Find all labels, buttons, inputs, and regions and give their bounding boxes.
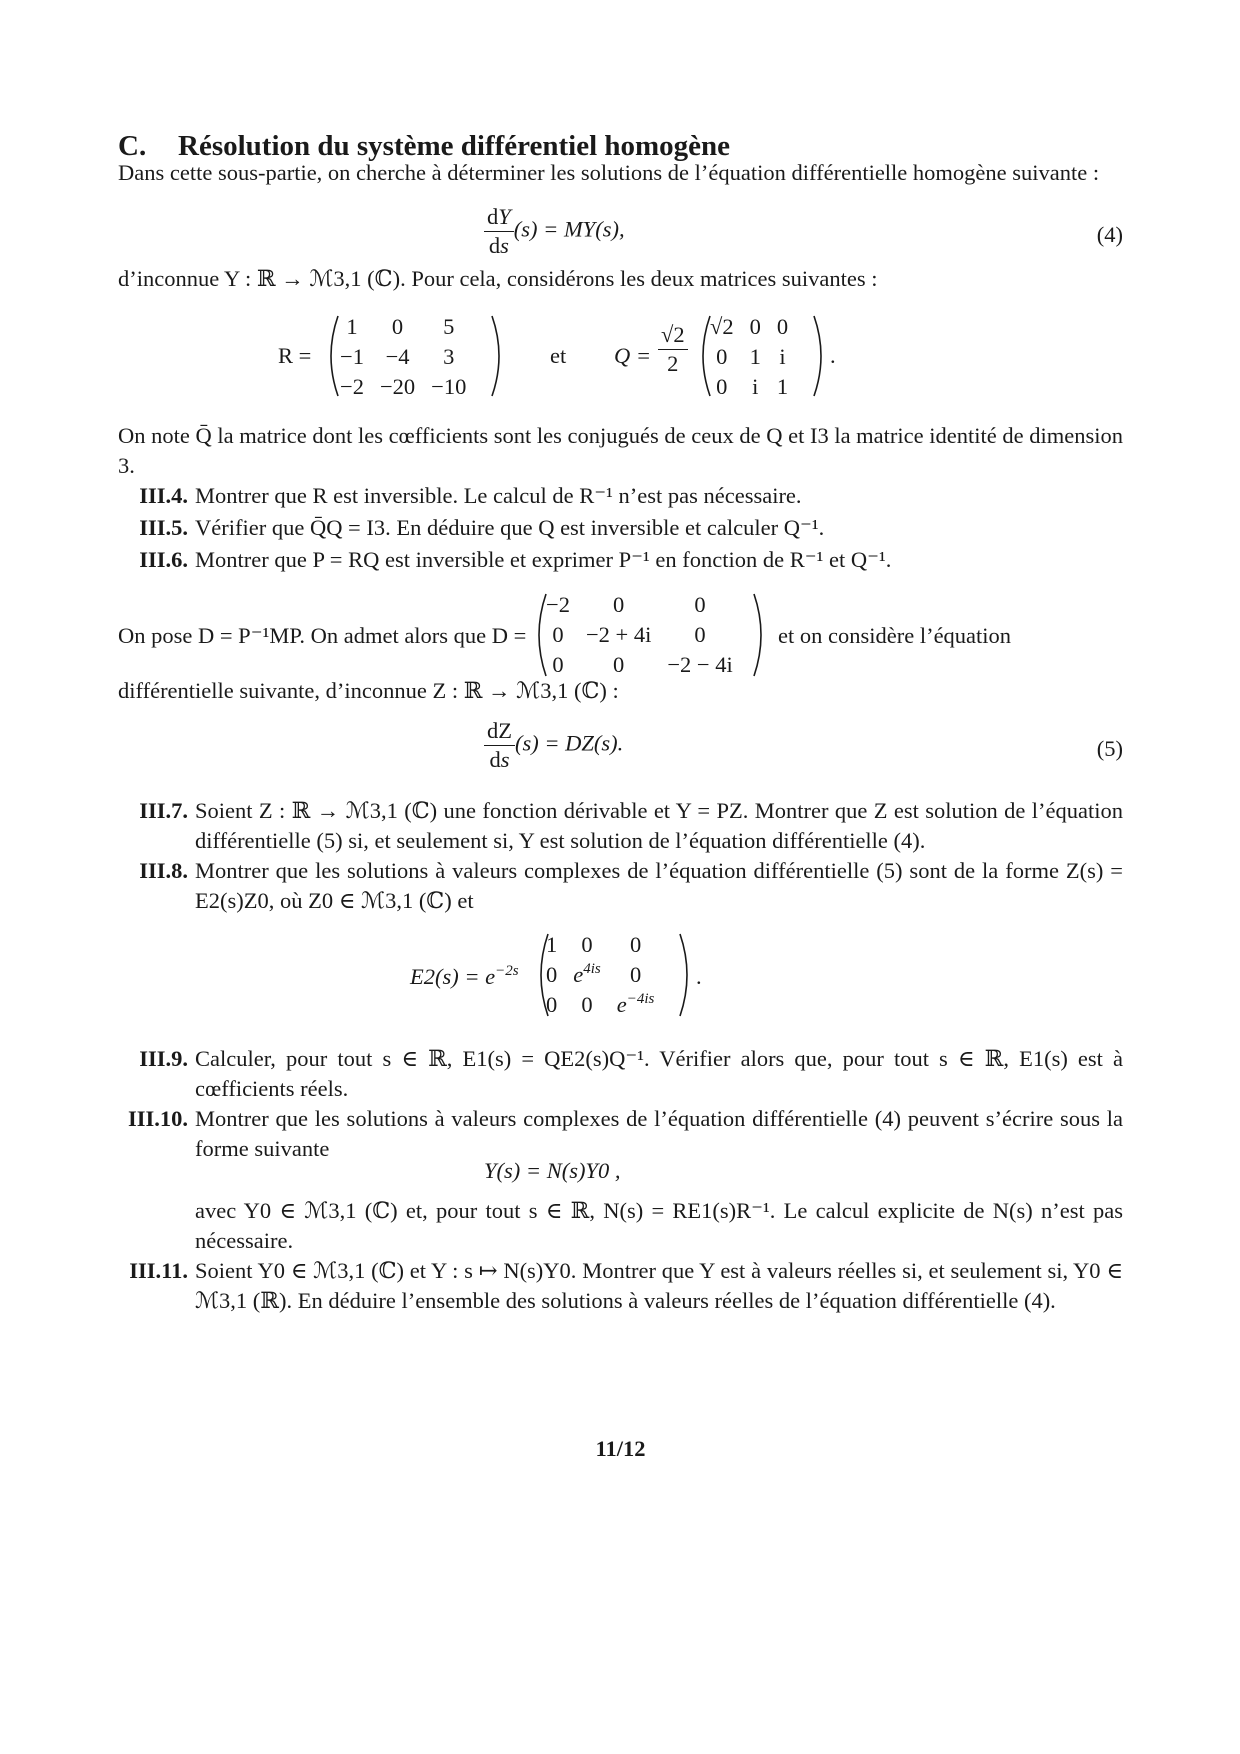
matrix-D-cell: 0 [694,592,706,617]
pose-D-before: On pose D = P⁻¹MP. On admet alors que D = [118,623,527,648]
matrix-R-row [332,342,474,372]
matrix-R-cell: −10 [431,374,467,399]
matrix-R-name: R = [278,343,312,368]
equation-5 [118,718,1123,788]
intro-paragraph: Dans cette sous-partie, on cherche à déterminer les solutions de l’équation différentielle homogène suivante : [118,160,1100,185]
question-text: Montrer que les solutions à valeurs complexes de l’équation différentielle (4) peuvent s’écrire sous la forme suivante [195,1106,1123,1161]
question-label: III.10. [127,1106,188,1131]
matrix-E2-cell: 0 [629,962,642,987]
right-paren-E2 [676,932,696,1018]
matrix-R-cell: 3 [443,344,455,369]
matrix-D-cell: 0 [613,592,625,617]
E2-lhs-text: E2(s) = e [410,964,496,989]
matrix-Q-cell: 1 [776,374,789,399]
matrix-Q-row [702,372,796,402]
matrix-E2-cell: $e^{4is}$ [573,961,601,987]
question-text: Vérifier que Q̄Q = I3. En déduire que Q est inversible et calculer Q⁻¹. [195,515,825,540]
matrix-D-cell: −2 [546,592,570,617]
derivative-fraction: $\frac{dY}{ds}$ [484,204,514,259]
matrix-D-cell: 0 [613,652,625,677]
eq5-denominator: s [500,747,510,772]
matrix-E2-cell: 0 [581,932,593,957]
E2-trailing: . [696,964,702,989]
matrix-E2-cell: $e^{-4is}$ [616,991,655,1017]
section-title: Résolution du système différentiel homogène [178,130,731,162]
question-text: Montrer que R est inversible. Le calcul de R⁻¹ n’est pas nécessaire. [195,483,802,508]
note-Q-paragraph: On note Q̄ la matrice dont les cœfficients sont les conjugués de ceux de Q et I3 la matrice identité de dimension 3. [118,423,1123,478]
matrix-E2-row [538,960,662,990]
matrix-E2-row [538,930,662,960]
matrix-D-cell: 0 [694,622,706,647]
matrix-Q-cell: i [752,374,759,399]
Q-factor-den: 2 [667,351,679,376]
matrix-Q-cell: 0 [716,374,728,399]
matrix-Q-cell: i [779,344,786,369]
matrix-R-cell: −20 [379,374,416,399]
question-label: III.9. [139,1046,188,1071]
E2-exponent: −2s [495,963,519,979]
question-text: Montrer que les solutions à valeurs complexes de l’équation différentielle (5) sont de la forme Z(s) = E2(s)Z0, où Z0 ∈ ℳ3,1 (ℂ) et [195,858,1123,913]
matrix-R-cell: 0 [391,314,404,339]
question-label: III.8. [139,858,188,883]
right-paren-Q [810,314,830,398]
matrix-E2-cell: 1 [546,932,558,957]
matrix-D-cell: −2 + 4i [585,622,652,647]
page [118,0,1123,1754]
pose-D-after: et on considère l’équation [778,623,1012,648]
matrix-Q-row [702,342,796,372]
q11-text: Soient Y0 ∈ ℳ3,1 (ℂ) et Y : s ↦ N(s)Y0. Montrer que Y est à valeurs réelles si, et seulement si, Y0 ∈ ℳ3,1 (ℝ). En déduire l’ensemble des solutions à valeurs réelles de l’équation différentielle (4). [195,1258,1123,1313]
question-text: Calculer, pour tout s ∈ ℝ, E1(s) = QE2(s)Q⁻¹. Vérifier alors que, pour tout s ∈ ℝ, E1(s) est à cœfficients réels. [195,1046,1123,1101]
eq4-rhs: (s) = MY(s), [513,216,625,242]
matrix-E2-row [538,990,662,1020]
matrix-Q-row [702,312,796,342]
question-text: Soient Z : ℝ → ℳ3,1 (ℂ) une fonction dérivable et Y = PZ. Montrer que Z est solution de l’équation différentielle (5) si, et seulement si, Y est solution de l’équation différentielle (4). [195,798,1123,853]
question-label: III.5. [139,515,188,540]
right-paren-D [750,592,770,678]
matrix-D-cell: 0 [552,622,564,647]
question-label: III.7. [139,798,188,823]
unknown-definition: d’inconnue Y : ℝ → ℳ3,1 (ℂ). Pour cela, considérons les deux matrices suivantes : [118,266,878,291]
question-text: Montrer que P = RQ est inversible et exprimer P⁻¹ en fonction de R⁻¹ et Q⁻¹. [195,547,892,572]
matrix-R [332,312,474,402]
matrix-E2-cell: 0 [546,992,558,1017]
Q-trailing: . [830,343,836,368]
matrix-R-cell: 5 [443,314,455,339]
eq4-numerator: Y [498,204,511,229]
Q-factor-num: √2 [658,322,688,350]
matrix-Q-name: Q = [614,343,652,368]
eq4-denominator: s [500,233,509,258]
matrix-Q-cell: 0 [776,314,789,339]
eq5-label: (5) [1096,736,1123,761]
equation-Y: Y(s) = N(s)Y0 , [484,1158,621,1183]
right-paren-R [488,314,508,398]
matrix-E2-cell: 0 [546,962,558,987]
matrix-Q-cell: 0 [716,344,728,369]
matrix-D-row [538,590,741,620]
question-label: III.4. [139,483,188,508]
matrix-R-row [332,372,474,402]
q11-label: III.11. [129,1258,188,1283]
matrix-Q-cell: √2 [710,314,734,339]
Q-factor [658,322,688,377]
matrix-E2-cell: 0 [629,932,642,957]
matrix-D-row [538,620,741,650]
q10-continuation-text: avec Y0 ∈ ℳ3,1 (ℂ) et, pour tout s ∈ ℝ, N(s) = RE1(s)R⁻¹. Le calcul explicite de N(s) n’est pas nécessaire. [195,1198,1123,1253]
matrix-D-cell: 0 [552,652,564,677]
eq5-rhs: (s) = DZ(s). [515,730,624,756]
question-label: III.6. [139,547,188,572]
section-number: C. [118,130,147,162]
matrix-Q-cell: 1 [749,344,761,369]
matrix-D-cell: −2 − 4i [667,652,733,677]
matrix-R-cell: 1 [346,314,358,339]
matrix-R-cell: −2 [340,374,364,399]
derivative-fraction-5: $\frac{dZ}{ds}$ [484,718,515,773]
matrix-R-cell: −4 [385,344,410,369]
matrix-Q [702,312,796,402]
after-D-text: différentielle suivante, d’inconnue Z : ℝ → ℳ3,1 (ℂ) : [118,678,619,703]
matrix-E2 [538,930,662,1020]
page-number: 11/12 [595,1436,646,1461]
eq5-numerator: Z [498,718,512,743]
matrix-Q-cell: 0 [749,314,761,339]
connector-et: et [550,343,567,368]
eq4-label: (4) [1096,222,1123,247]
matrix-R-row [332,312,474,342]
matrix-D [538,590,741,680]
matrix-R-cell: −1 [340,344,364,369]
E2-lhs [410,962,519,992]
matrix-E2-cell: 0 [581,992,593,1017]
